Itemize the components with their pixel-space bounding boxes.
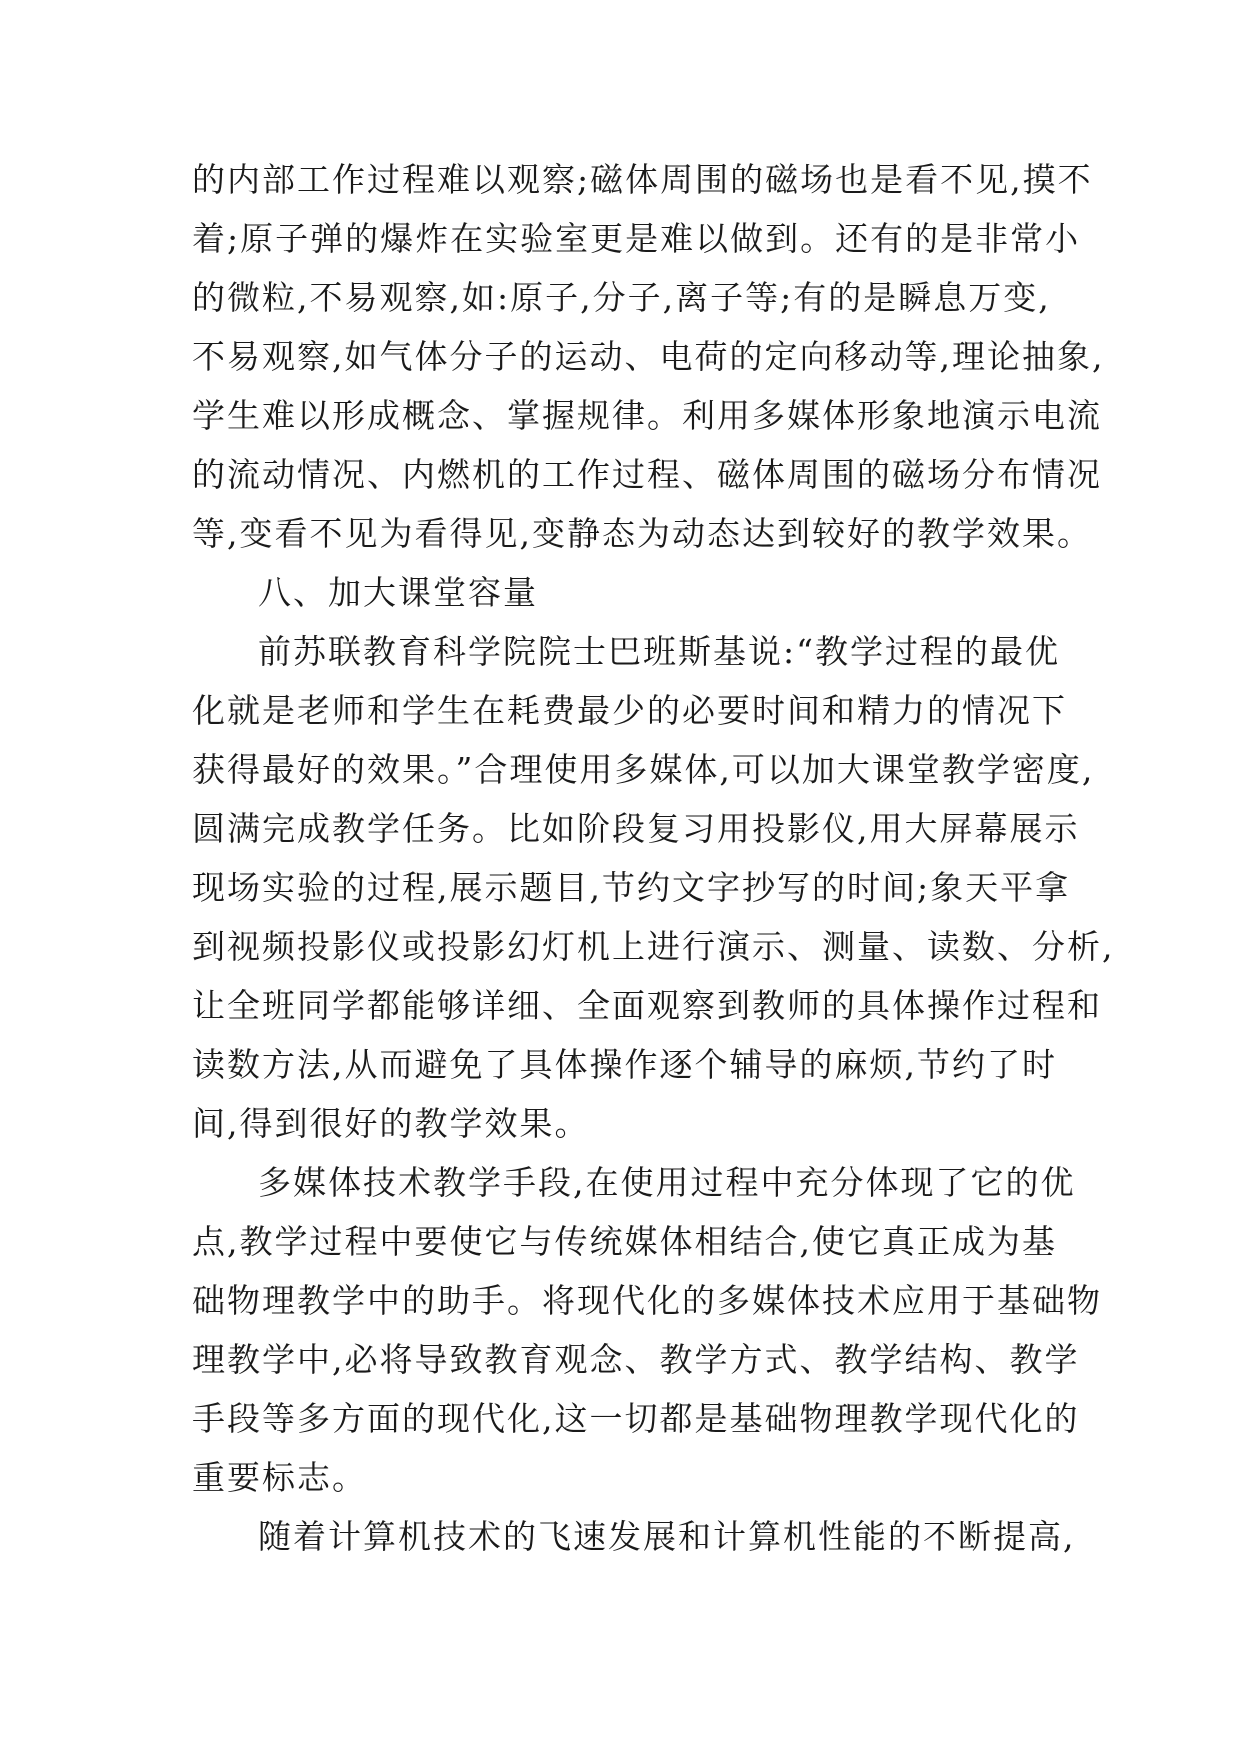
- text-line: 手段等多方面的现代化,这一切都是基础物理教学现代化的: [192, 1399, 1080, 1438]
- text-line: 理教学中,必将导致教育观念、教学方式、教学结构、教学: [192, 1340, 1080, 1379]
- text-line: 础物理教学中的助手。将现代化的多媒体技术应用于基础物: [192, 1281, 1102, 1320]
- text-line: 获得最好的效果。”合理使用多媒体,可以加大课堂教学密度,: [192, 750, 1095, 789]
- text-line: 的流动情况、内燃机的工作过程、磁体周围的磁场分布情况: [192, 455, 1102, 494]
- text-line: 圆满完成教学任务。比如阶段复习用投影仪,用大屏幕展示: [192, 809, 1080, 848]
- text-line: 着;原子弹的爆炸在实验室更是难以做到。还有的是非常小: [192, 219, 1081, 258]
- text-line: 读数方法,从而避免了具体操作逐个辅导的麻烦,节约了时: [192, 1045, 1057, 1084]
- text-line: 不易观察,如气体分子的运动、电荷的定向移动等,理论抽象,: [192, 337, 1105, 376]
- section-heading: 八、加大课堂容量: [258, 573, 538, 612]
- text-line: 的内部工作过程难以观察;磁体周围的磁场也是看不见,摸不: [192, 160, 1093, 199]
- text-line: 的微粒,不易观察,如:原子,分子,离子等;有的是瞬息万变,: [192, 278, 1051, 317]
- paragraph-start-line: 前苏联教育科学院院士巴班斯基说:“教学过程的最优: [258, 632, 1060, 671]
- text-line: 现场实验的过程,展示题目,节约文字抄写的时间;象天平拿: [192, 868, 1071, 907]
- text-line: 到视频投影仪或投影幻灯机上进行演示、测量、读数、分析,: [192, 927, 1115, 966]
- text-line: 让全班同学都能够详细、全面观察到教师的具体操作过程和: [192, 986, 1102, 1025]
- text-line: 化就是老师和学生在耗费最少的必要时间和精力的情况下: [192, 691, 1067, 730]
- text-line: 学生难以形成概念、掌握规律。利用多媒体形象地演示电流: [192, 396, 1102, 435]
- text-line: 点,教学过程中要使它与传统媒体相结合,使它真正成为基: [192, 1222, 1057, 1261]
- paragraph-start-line: 随着计算机技术的飞速发展和计算机性能的不断提高,: [258, 1517, 1076, 1556]
- text-line: 等,变看不见为看得见,变静态为动态达到较好的教学效果。: [192, 514, 1092, 553]
- body-text: [192, 150, 1115, 1566]
- paragraph-start-line: 多媒体技术教学手段,在使用过程中充分体现了它的优: [258, 1163, 1076, 1202]
- text-line: 间,得到很好的教学效果。: [192, 1104, 590, 1143]
- text-line: 重要标志。: [192, 1458, 367, 1497]
